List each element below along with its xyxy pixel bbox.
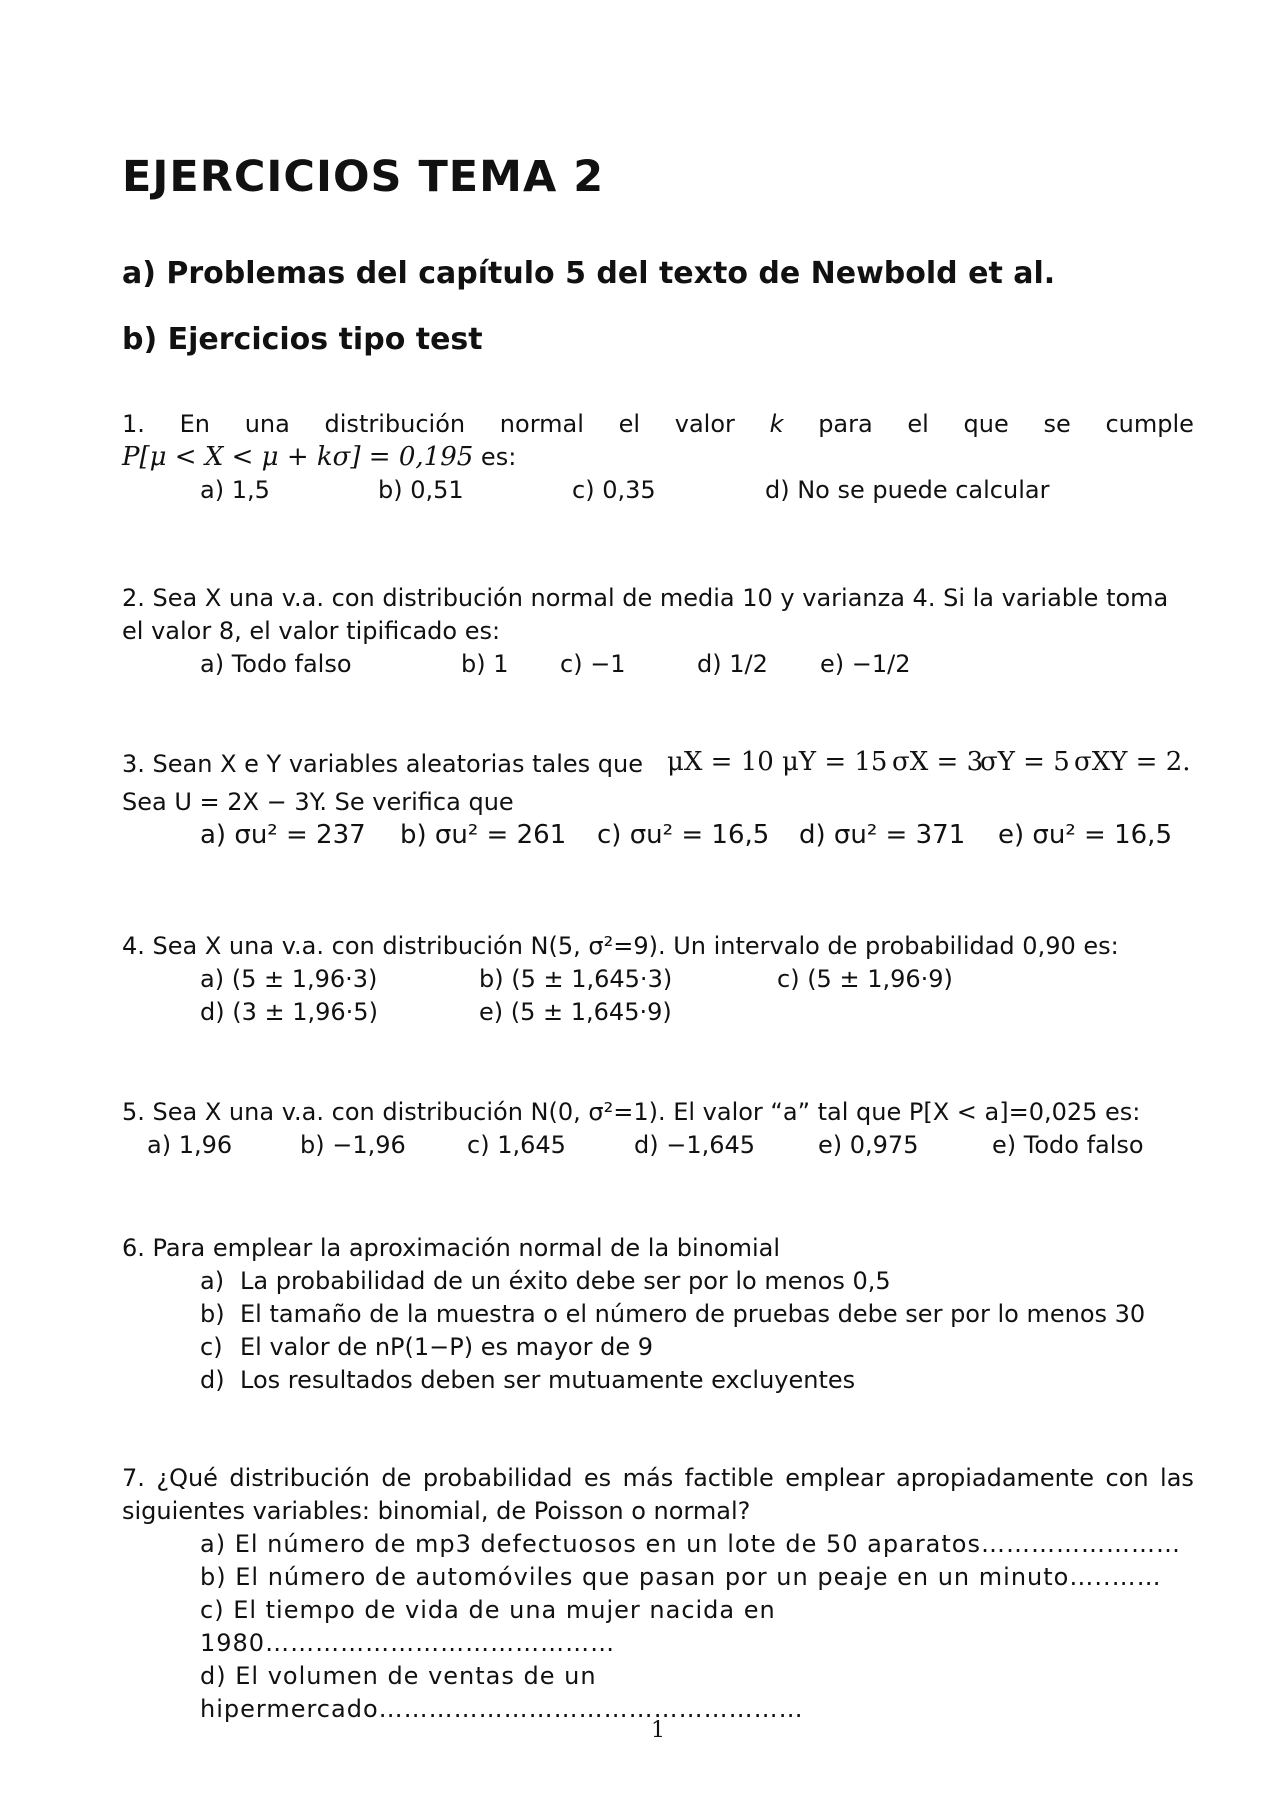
question-5 [122, 1096, 1194, 1162]
q7-word: factible [684, 1464, 774, 1492]
question-5-line1: 5. Sea X una v.a. con distribución N(0, σ²=1). El valor “a” tal que P[X < a]=0,025 es: [122, 1098, 1141, 1126]
option-a[interactable]: a) σu² = 237 [200, 820, 366, 850]
question-2-line1: 2. Sea X una v.a. con distribución normal de media 10 y varianza 4. Si la variable toma [122, 584, 1169, 612]
option-d[interactable]: d) (3 ± 1,96·5) [200, 998, 378, 1026]
question-4 [122, 930, 1194, 1029]
option-b[interactable]: b) (5 ± 1,645·3) [479, 965, 673, 993]
option-text: El tamaño de la muestra o el número de pruebas debe ser por lo menos 30 [240, 1300, 1146, 1328]
option-d[interactable]: d) 1/2 [697, 650, 768, 678]
q3-param: σXY = 2. [1074, 747, 1191, 777]
q1-word: distribución [324, 410, 466, 438]
question-1-line2 [122, 441, 1194, 474]
q3-param: σY = 5 [980, 747, 1070, 777]
q7-word: es [583, 1464, 612, 1492]
question-3 [122, 748, 1194, 859]
question-6 [122, 1232, 1194, 1397]
q1-word: el [618, 410, 641, 438]
question-4-options-row1 [122, 963, 1194, 996]
question-7 [122, 1462, 1194, 1726]
option-b[interactable]: b) −1,96 [300, 1131, 406, 1159]
section-a-heading: a) Problemas del capítulo 5 del texto de Newbold et al. [122, 256, 1056, 291]
option-text: La probabilidad de un éxito debe ser por lo menos 0,5 [240, 1267, 891, 1295]
q1-word: 1. [122, 410, 145, 438]
q7-item-a[interactable]: a) El número de mp3 defectuosos en un lote de 50 aparatos…………………… [200, 1530, 1181, 1558]
question-4-options-row2 [122, 996, 1194, 1029]
q7-word: probabilidad [422, 1464, 573, 1492]
page-number: 1 [651, 1718, 665, 1743]
q1-word: una [244, 410, 290, 438]
option-e[interactable]: e) 0,975 [818, 1131, 919, 1159]
option-b[interactable]: b) σu² = 261 [400, 820, 567, 850]
q7-word: apropiadamente [896, 1464, 1095, 1492]
q1-word: para [818, 410, 873, 438]
q7-word: de [381, 1464, 412, 1492]
q1-word: k [769, 410, 784, 438]
option-a[interactable]: a) (5 ± 1,96·3) [200, 965, 378, 993]
q7-item-b[interactable]: b) El número de automóviles que pasan por un peaje en un minuto…..…… [200, 1563, 1162, 1591]
question-1-line1 [122, 408, 1194, 441]
q3-param: μX = 10 [667, 747, 774, 777]
question-3-options [122, 819, 1194, 859]
option-d[interactable]: d) −1,645 [634, 1131, 756, 1159]
question-2-options [122, 648, 1194, 681]
option-a[interactable] [122, 1265, 1194, 1298]
option-b[interactable]: b) 1 [461, 650, 509, 678]
option-d[interactable]: d) No se puede calcular [765, 476, 1050, 504]
q1-word: que [963, 410, 1009, 438]
question-4-line1: 4. Sea X una v.a. con distribución N(5, σ²=9). Un intervalo de probabilidad 0,90 es: [122, 932, 1119, 960]
option-c[interactable]: c) −1 [560, 650, 626, 678]
q7-word: las [1160, 1464, 1194, 1492]
option-e-2[interactable]: e) Todo falso [992, 1131, 1144, 1159]
option-b[interactable] [122, 1298, 1194, 1331]
q1-word: valor [674, 410, 735, 438]
option-c[interactable]: c) 0,35 [572, 476, 656, 504]
option-a[interactable]: a) 1,96 [147, 1131, 233, 1159]
option-e[interactable]: e) (5 ± 1,645·9) [479, 998, 672, 1026]
q7-word: ¿Qué [156, 1464, 218, 1492]
option-text: Los resultados deben ser mutuamente excluyentes [240, 1366, 856, 1394]
q3-param: σX = 3 [892, 747, 984, 777]
question-6-line1: 6. Para emplear la aproximación normal de la binomial [122, 1234, 780, 1262]
question-7-line1 [122, 1462, 1194, 1495]
option-label: a) [200, 1267, 225, 1295]
q1-word: En [179, 410, 210, 438]
q1-word: normal [499, 410, 584, 438]
option-label: c) [200, 1333, 223, 1361]
option-text: El valor de nP(1−P) es mayor de 9 [240, 1333, 654, 1361]
option-b[interactable]: b) 0,51 [378, 476, 464, 504]
option-a[interactable]: a) Todo falso [200, 650, 352, 678]
page-title: EJERCICIOS TEMA 2 [122, 152, 605, 202]
q7-item-d[interactable]: d) El volumen de ventas de un hipermercado…………………………………………… [200, 1662, 804, 1723]
q7-word: emplear [785, 1464, 885, 1492]
question-7-line2: siguientes variables: binomial, de Poisson o normal? [122, 1497, 751, 1525]
question-2 [122, 582, 1194, 681]
option-c[interactable]: c) σu² = 16,5 [597, 820, 770, 850]
option-label: d) [200, 1366, 225, 1394]
q1-word: se [1043, 410, 1071, 438]
q3-intro: 3. Sean X e Y variables aleatorias tales que [122, 750, 643, 778]
question-3-line2: Sea U = 2X − 3Y. Se verifica que [122, 788, 514, 816]
q1-word: el [907, 410, 929, 438]
option-e[interactable]: e) σu² = 16,5 [998, 820, 1172, 850]
option-label: b) [200, 1300, 225, 1328]
question-1 [122, 408, 1194, 507]
q7-item-c[interactable]: c) El tiempo de vida de una mujer nacida en 1980…………………………………… [200, 1596, 776, 1657]
option-d[interactable]: d) σu² = 371 [799, 820, 966, 850]
question-3-line1 [122, 748, 1194, 786]
q1-suffix: es: [480, 443, 517, 471]
q7-word: con [1105, 1464, 1149, 1492]
q3-param: μY = 15 [782, 747, 888, 777]
q7-word: más [622, 1464, 674, 1492]
option-d[interactable] [122, 1364, 1194, 1397]
option-c[interactable]: c) (5 ± 1,96·9) [777, 965, 953, 993]
option-c[interactable] [122, 1331, 1194, 1364]
q7-word: distribución [229, 1464, 370, 1492]
q1-formula: P[μ < X < μ + kσ] = 0,195 [122, 442, 474, 472]
question-2-line2: el valor 8, el valor tipificado es: [122, 617, 501, 645]
option-e[interactable]: e) −1/2 [820, 650, 911, 678]
q7-word: 7. [122, 1464, 145, 1492]
option-c[interactable]: c) 1,645 [467, 1131, 566, 1159]
q1-word: cumple [1105, 410, 1194, 438]
question-5-options [122, 1129, 1194, 1162]
section-b-heading: b) Ejercicios tipo test [122, 322, 483, 357]
option-a[interactable]: a) 1,5 [200, 476, 270, 504]
question-1-options [122, 474, 1194, 507]
